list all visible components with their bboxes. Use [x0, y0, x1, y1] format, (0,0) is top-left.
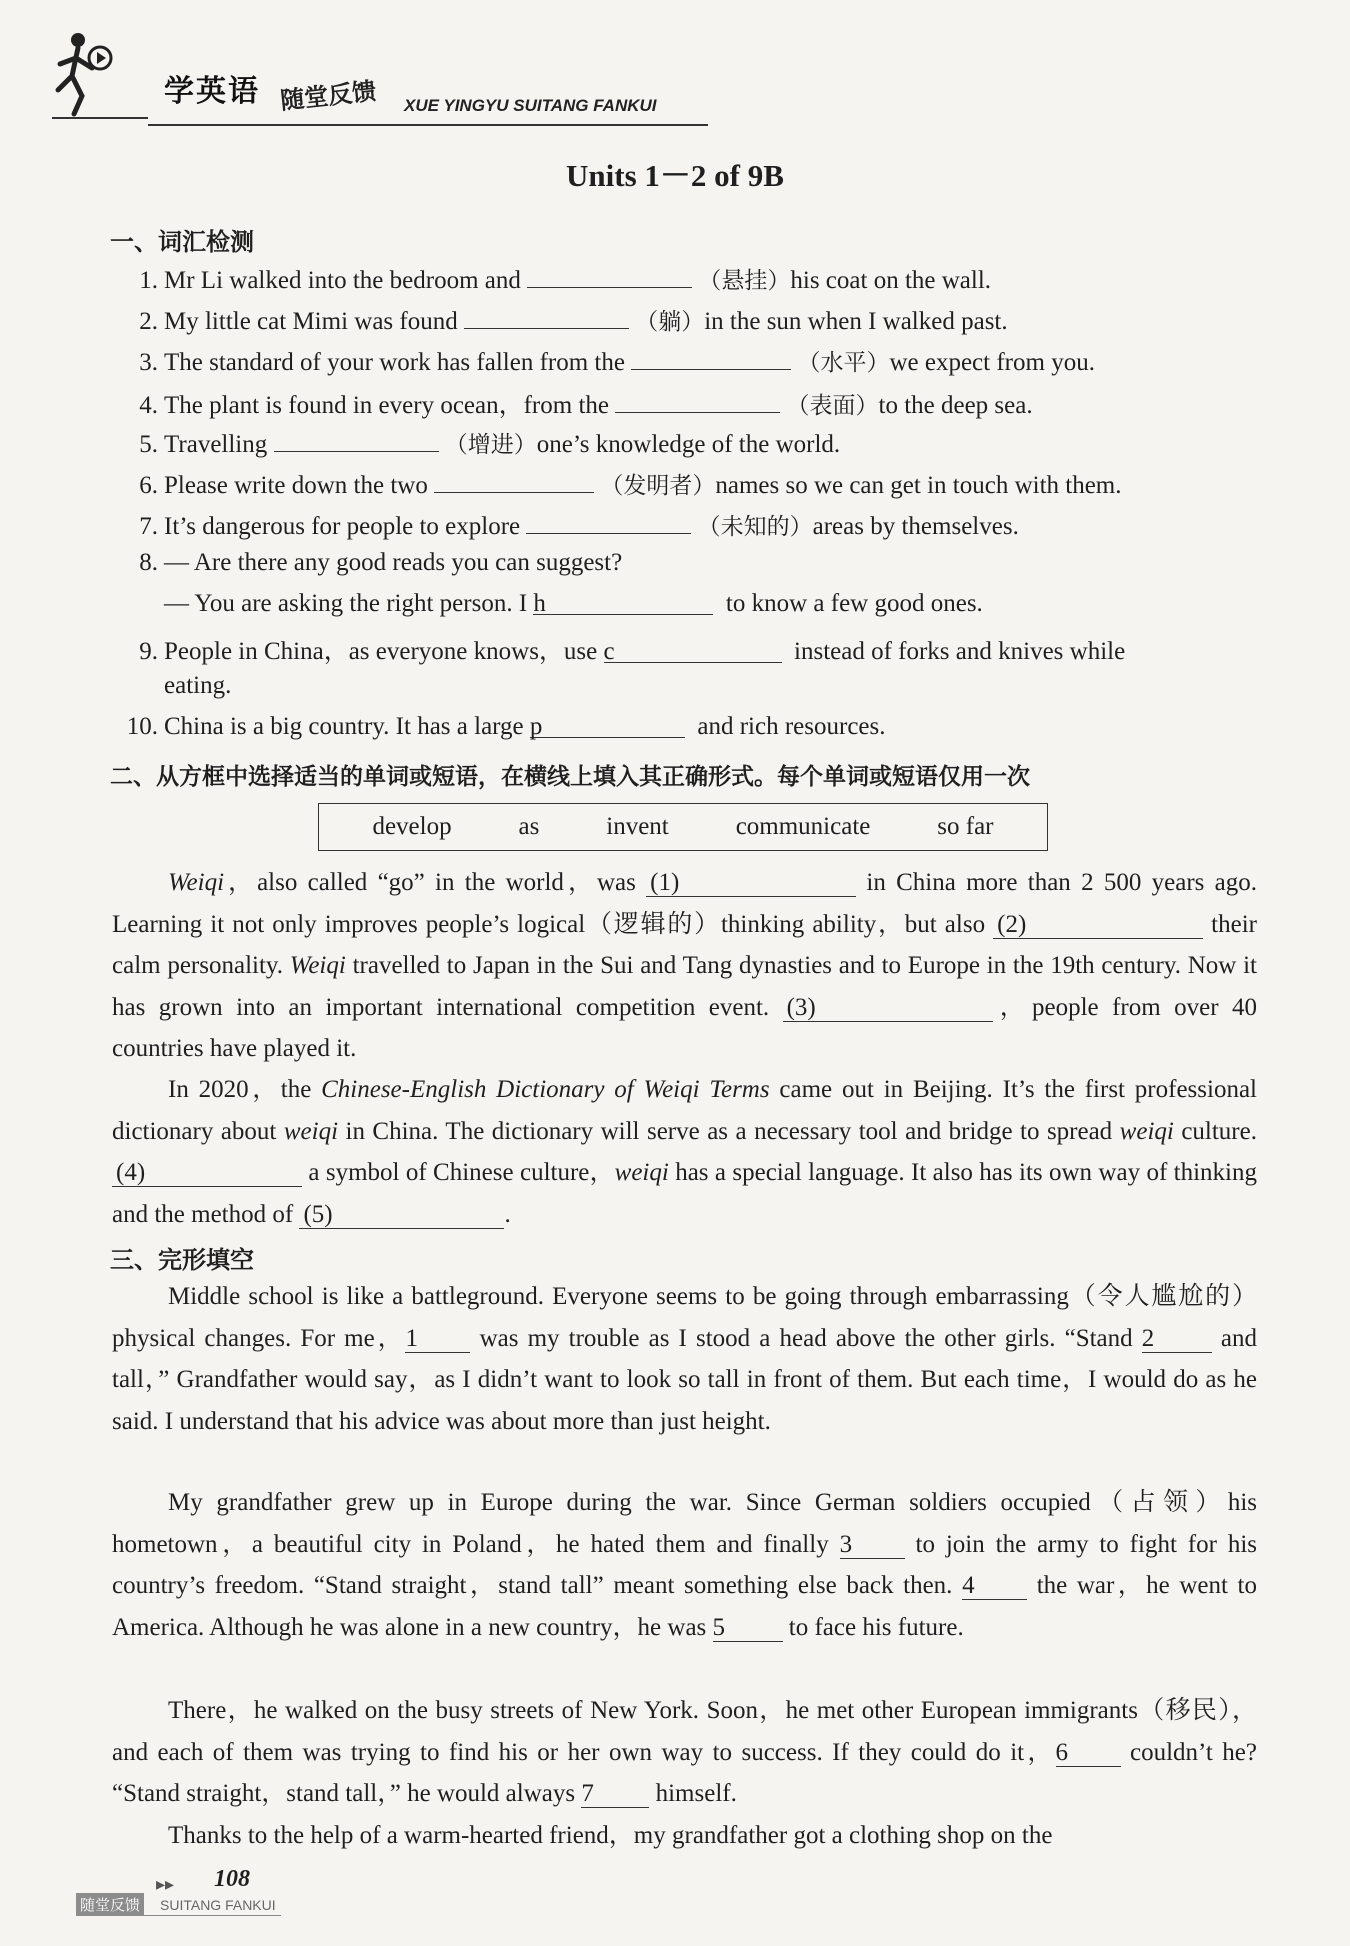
question-number: 1. — [139, 267, 158, 294]
answer-blank[interactable] — [615, 388, 780, 413]
chinese-hint: （增进） — [444, 432, 537, 458]
question-6 — [120, 467, 1122, 500]
answer-blank[interactable] — [526, 509, 691, 534]
question-text: — You are asking the right person. I — [164, 590, 534, 617]
brand-en: XUE YINGYU SUITANG FANKUI — [404, 96, 657, 115]
cloze-paragraph-2 — [112, 1482, 1257, 1648]
question-text: China is a big country. It has a large — [164, 713, 530, 740]
blank-5[interactable]: (5) — [299, 1202, 504, 1229]
book-title: Chinese-English Dictionary of Weiqi Terms — [321, 1076, 770, 1103]
passage-text: Thanks to the help of a warm-hearted friend，my grandfather got a clothing shop on the — [168, 1822, 1053, 1849]
italic-term: Weiqi — [289, 952, 346, 979]
passage-text: came out in Beijing. It’s the first professional dictionary about — [112, 1076, 1257, 1145]
cloze-blank-3[interactable]: 3 — [840, 1532, 905, 1559]
question-1 — [120, 262, 991, 295]
page-arrow-icon: ▸▸ — [156, 1874, 175, 1895]
answer-blank[interactable] — [530, 713, 685, 738]
question-text: Mr Li walked into the bedroom and — [164, 267, 528, 294]
answer-blank[interactable] — [464, 304, 629, 329]
italic-term: Weiqi — [168, 869, 225, 896]
chinese-hint: （悬挂） — [698, 268, 791, 294]
first-letter-hint: p — [529, 713, 543, 740]
answer-blank[interactable] — [527, 263, 692, 288]
question-8-reply — [164, 590, 983, 618]
section-word-box-heading: 二、从方框中选择适当的单词或短语，在横线上填入其正确形式。每个单词或短语仅用一次 — [110, 764, 1030, 790]
cloze-blank-2[interactable]: 2 — [1142, 1326, 1212, 1353]
passage-text: . — [504, 1200, 511, 1228]
question-2 — [120, 303, 1008, 336]
passage-text: himself. — [649, 1780, 737, 1807]
chinese-hint: （表面） — [786, 393, 879, 419]
brand-cn: 学英语 — [164, 74, 260, 109]
word-bank-item: develop — [372, 813, 452, 840]
runner-with-play-button-logo — [48, 18, 158, 128]
section-vocabulary-heading: 一、词汇检测 — [110, 228, 254, 256]
question-text: and rich resources. — [697, 713, 886, 740]
word-bank-item: as — [518, 813, 540, 840]
page-header — [48, 18, 728, 128]
word-bank-item: communicate — [735, 813, 871, 840]
passage-text: ，also called “go” in the world，was — [224, 869, 647, 896]
chinese-hint: （躺） — [635, 309, 705, 335]
passage-text: was my trouble as I stood a head above the other girls. “Stand — [470, 1324, 1142, 1352]
passage-text: has a special language. It also has its own way of thinking and the method of — [112, 1159, 1258, 1228]
question-4 — [120, 385, 1033, 421]
passage-text: a symbol of Chinese culture， — [302, 1159, 615, 1186]
blank-2[interactable]: (2) — [993, 912, 1203, 939]
footer-band — [76, 1893, 281, 1916]
question-9-continued — [164, 672, 231, 700]
passage-text: couldn’t he? “Stand straight，stand tall，” he would always — [112, 1738, 1257, 1807]
question-8 — [120, 549, 622, 577]
passage-text: Middle school is like a battleground. Everyone seems to be going through embarrassing（令人尴尬的）physical changes. For me， — [112, 1283, 1257, 1352]
passage-text: the war，he went to America. Although he was alone in a new country，he was — [112, 1572, 1257, 1641]
passage-text: My grandfather grew up in Europe during the war. Since German soldiers occupied（占领）his hometown，a beautiful city in Poland，he hated them and finally — [112, 1489, 1257, 1558]
chinese-hint: （未知的） — [697, 514, 813, 540]
brand-cn-subtitle: 随堂反馈 — [279, 77, 378, 115]
passage-text: to join the army to fight for his country’s freedom. “Stand straight，stand tall” meant something else back then. — [112, 1530, 1258, 1599]
question-number: 10. — [126, 713, 158, 740]
question-number: 9. — [139, 638, 158, 665]
passage-text: to face his future. — [782, 1613, 964, 1641]
first-letter-hint: c — [603, 638, 615, 665]
first-letter-hint: h — [533, 590, 546, 617]
passage-text: In 2020，the — [168, 1076, 322, 1103]
passage-text: their calm personality. — [112, 910, 1257, 979]
italic-term: weiqi — [1119, 1117, 1174, 1145]
question-number: 7. — [139, 513, 158, 540]
answer-blank[interactable] — [533, 590, 713, 615]
question-number: 3. — [139, 349, 158, 376]
footer-brand-en: SUITANG FANKUI — [160, 1897, 276, 1913]
word-bank-item: invent — [606, 813, 669, 840]
question-text: his coat on the wall. — [790, 267, 992, 294]
question-text: to know a few good ones. — [725, 590, 983, 617]
chinese-hint: （发明者） — [600, 473, 716, 499]
passage-text: ，people from over 40 countries have played it. — [112, 993, 1257, 1062]
passage-weiqi-paragraph-1 — [112, 862, 1257, 1070]
header-divider — [148, 124, 708, 126]
question-number: 2. — [139, 308, 158, 335]
question-text: we expect from you. — [889, 349, 1095, 376]
question-number: 8. — [139, 549, 158, 576]
question-text: to the deep sea. — [878, 392, 1033, 419]
passage-text: in China. The dictionary will serve as a necessary tool and bridge to spread — [338, 1117, 1120, 1145]
answer-blank[interactable] — [631, 345, 791, 370]
passage-text: There，he walked on the busy streets of New York. Soon，he met other European immigrants（移民），and each of them was trying to find his or her own way to success. If they could do it， — [112, 1697, 1257, 1766]
question-text: eating. — [164, 672, 232, 699]
italic-term: weiqi — [614, 1159, 669, 1186]
question-9 — [120, 631, 1125, 667]
question-5 — [120, 426, 840, 459]
question-text: names so we can get in touch with them. — [715, 472, 1122, 499]
question-text: My little cat Mimi was found — [164, 308, 464, 335]
cloze-paragraph-4 — [112, 1815, 1257, 1857]
question-text: The plant is found in every ocean，from the — [164, 392, 616, 419]
question-text: The standard of your work has fallen from the — [164, 349, 632, 376]
question-text: in the sun when I walked past. — [704, 308, 1008, 335]
passage-text: and tall，” Grandfather would say，as I didn’t want to look so tall in front of them. But each time，I would do as he said. I understand that his advice was about more than just height. — [112, 1324, 1257, 1435]
answer-blank[interactable] — [434, 468, 594, 493]
cloze-blank-6[interactable]: 6 — [1056, 1740, 1121, 1767]
section-cloze-heading: 三、完形填空 — [110, 1246, 254, 1274]
cloze-blank-5[interactable]: 5 — [713, 1615, 783, 1642]
answer-blank[interactable] — [274, 427, 439, 452]
question-text: one’s knowledge of the world. — [536, 431, 841, 458]
question-3 — [120, 344, 1095, 377]
chinese-hint: （水平） — [797, 350, 890, 376]
answer-blank[interactable] — [604, 638, 782, 663]
question-text: areas by themselves. — [812, 513, 1019, 540]
question-text: instead of forks and knives while — [794, 638, 1126, 665]
question-number: 5. — [139, 431, 158, 458]
footer-brand-cn: 随堂反馈 — [76, 1893, 144, 1916]
question-number: 4. — [139, 392, 158, 419]
cloze-paragraph-3 — [112, 1690, 1257, 1815]
passage-text: culture. — [1173, 1117, 1257, 1145]
passage-text: travelled to Japan in the Sui and Tang dynasties and to Europe in the 19th century. Now it has grown into an important international competition event. — [112, 952, 1257, 1021]
cloze-blank-1[interactable]: 1 — [405, 1326, 470, 1353]
blank-3[interactable]: (3) — [783, 995, 993, 1022]
question-text: People in China，as everyone knows，use — [164, 638, 604, 665]
blank-1[interactable]: (1) — [646, 870, 856, 897]
question-text: Please write down the two — [164, 472, 435, 499]
word-bank-box — [318, 803, 1048, 851]
word-bank-item: so far — [937, 813, 994, 840]
question-10 — [120, 713, 886, 741]
question-text: Travelling — [164, 431, 274, 458]
cloze-paragraph-1 — [112, 1276, 1257, 1442]
italic-term: weiqi — [283, 1117, 339, 1145]
cloze-blank-4[interactable]: 4 — [962, 1573, 1027, 1600]
passage-text: in China more than 2 500 years ago. Learning it not only improves people’s logical（逻辑的）thinking ability，but also — [112, 869, 1257, 938]
question-text: — Are there any good reads you can suggest? — [164, 549, 623, 576]
page-title: Units 1－2 of 9B — [566, 158, 784, 193]
question-7 — [120, 508, 1019, 541]
question-text: It’s dangerous for people to explore — [164, 513, 527, 540]
blank-4[interactable]: (4) — [112, 1160, 302, 1187]
question-number: 6. — [139, 472, 158, 499]
passage-weiqi-paragraph-2 — [112, 1069, 1257, 1235]
page-number: 108 — [214, 1866, 250, 1892]
cloze-blank-7[interactable]: 7 — [581, 1781, 649, 1808]
